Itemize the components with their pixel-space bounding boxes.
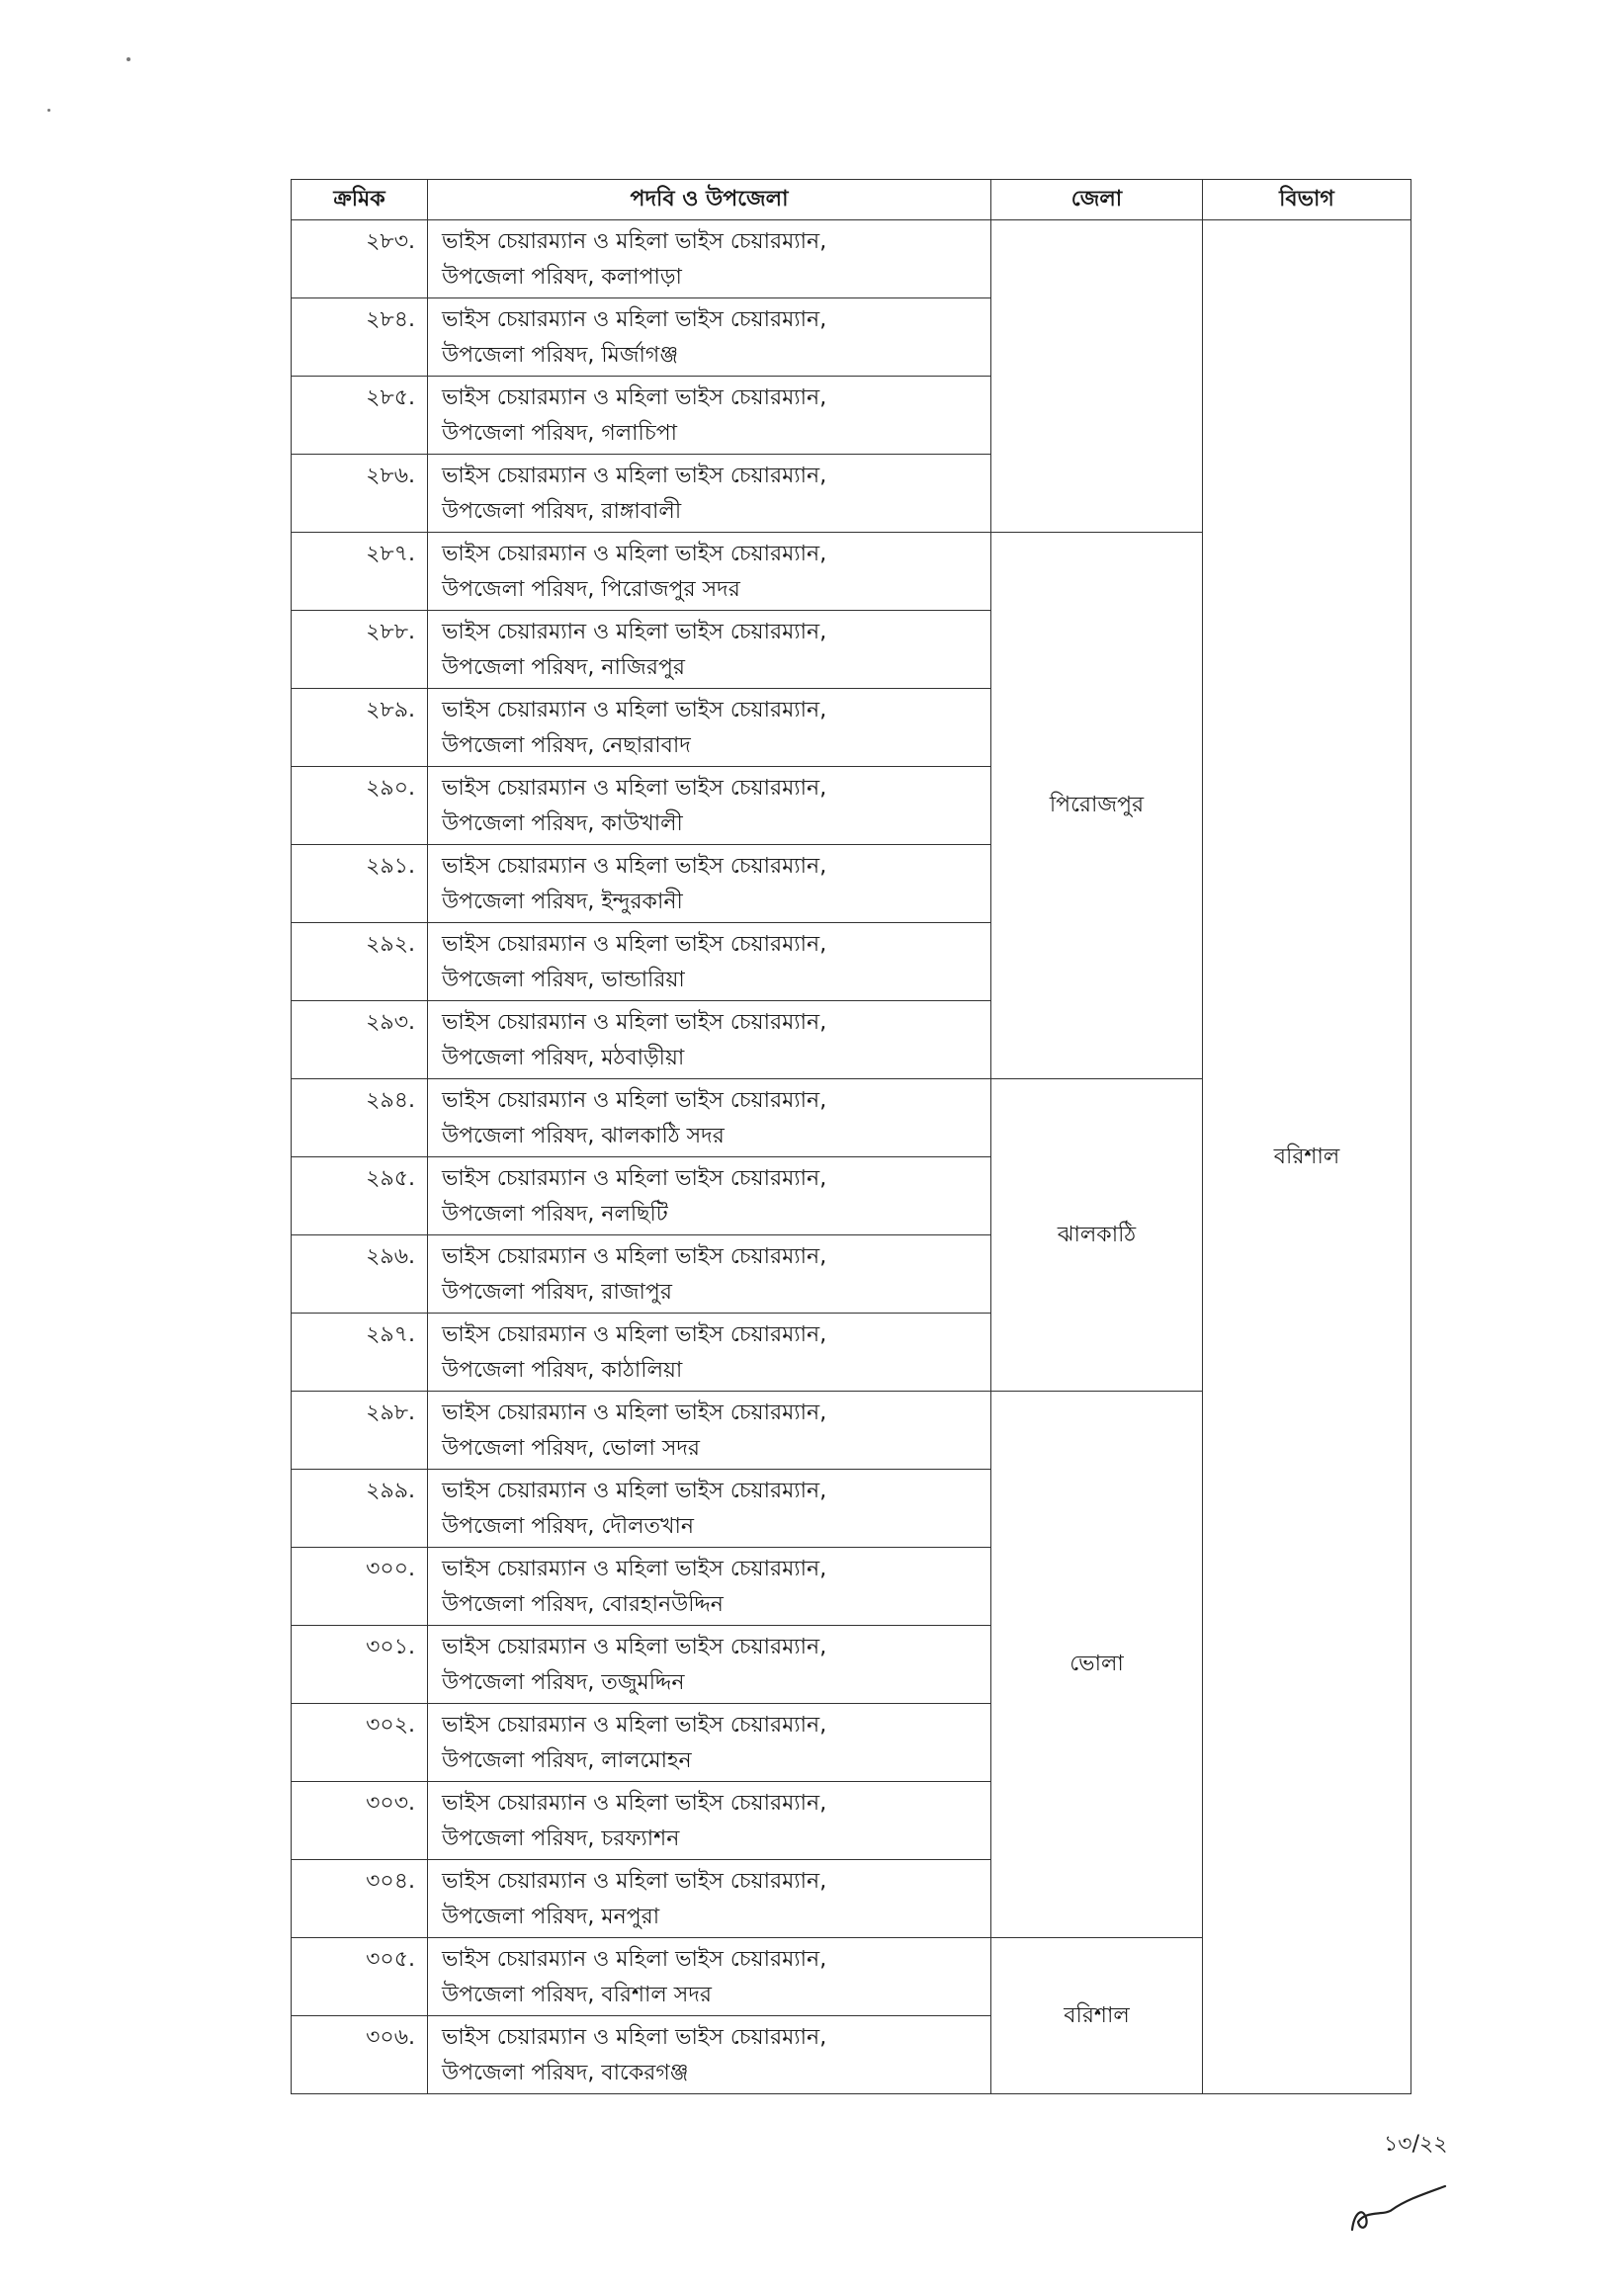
serial-cell: ২৮৮. [292, 611, 428, 689]
district-cell: ভোলা [991, 1392, 1203, 1938]
post-line: ভাইস চেয়ারম্যান ও মহিলা ভাইস চেয়ারম্যান, [442, 1479, 827, 1503]
post-line: ভাইস চেয়ারম্যান ও মহিলা ভাইস চেয়ারম্যান, [442, 1947, 827, 1972]
post-cell [428, 455, 991, 533]
upazila-line: উপজেলা পরিষদ, মঠবাড়ীয়া [442, 1046, 685, 1070]
serial-cell: ২৯৯. [292, 1470, 428, 1548]
upazila-line: উপজেলা পরিষদ, দৌলতখান [442, 1514, 694, 1539]
upazila-line: উপজেলা পরিষদ, নলছিটি [442, 1202, 668, 1227]
upazila-line: উপজেলা পরিষদ, বাকেরগঞ্জ [442, 2061, 689, 2085]
post-cell [428, 377, 991, 455]
post-cell [428, 298, 991, 377]
serial-cell: ৩০২. [292, 1704, 428, 1782]
post-line: ভাইস চেয়ারম্যান ও মহিলা ভাইস চেয়ারম্যান, [442, 1088, 827, 1113]
scan-speck [127, 57, 130, 61]
table-header-row [292, 180, 1411, 220]
serial-cell: ২৯৩. [292, 1001, 428, 1079]
post-line: ভাইস চেয়ারম্যান ও মহিলা ভাইস চেয়ারম্যান, [442, 1557, 827, 1581]
upazila-line: উপজেলা পরিষদ, ইন্দুরকানী [442, 890, 683, 914]
serial-cell: ২৯৪. [292, 1079, 428, 1157]
division-cell: বরিশাল [1203, 220, 1411, 2094]
post-cell [428, 1157, 991, 1235]
post-line: ভাইস চেয়ারম্যান ও মহিলা ভাইস চেয়ারম্যান, [442, 620, 827, 644]
district-cell: পিরোজপুর [991, 533, 1203, 1079]
post-line: ভাইস চেয়ারম্যান ও মহিলা ভাইস চেয়ারম্যান, [442, 1322, 827, 1347]
post-cell [428, 1235, 991, 1314]
post-line: ভাইস চেয়ারম্যান ও মহিলা ভাইস চেয়ারম্যান, [442, 464, 827, 488]
serial-cell: ২৮৪. [292, 298, 428, 377]
upazila-line: উপজেলা পরিষদ, কাউখালী [442, 811, 683, 836]
upazila-line: উপজেলা পরিষদ, নেছারাবাদ [442, 733, 691, 758]
post-cell [428, 1860, 991, 1938]
serial-cell: ২৯০. [292, 767, 428, 845]
serial-cell: ২৯২. [292, 923, 428, 1001]
header-serial: ক্রমিক [292, 180, 428, 220]
upazila-line: উপজেলা পরিষদ, চরফ্যাশন [442, 1826, 680, 1851]
post-cell [428, 1938, 991, 2016]
district-cell: ঝালকাঠি [991, 1079, 1203, 1392]
upazila-line: উপজেলা পরিষদ, লালমোহন [442, 1748, 692, 1773]
serial-cell: ২৯১. [292, 845, 428, 923]
signature [1344, 2170, 1453, 2244]
post-cell [428, 1704, 991, 1782]
header-district: জেলা [991, 180, 1203, 220]
header-post-upazila: পদবি ও উপজেলা [428, 180, 991, 220]
post-line: ভাইস চেয়ারম্যান ও মহিলা ভাইস চেয়ারম্যান, [442, 385, 827, 410]
serial-cell: ২৮৬. [292, 455, 428, 533]
post-cell [428, 1314, 991, 1392]
serial-cell: ৩০৫. [292, 1938, 428, 2016]
post-line: ভাইস চেয়ারম্যান ও মহিলা ভাইস চেয়ারম্যান, [442, 698, 827, 722]
post-line: ভাইস চেয়ারম্যান ও মহিলা ভাইস চেয়ারম্যান, [442, 932, 827, 957]
table-row [292, 220, 1411, 298]
serial-cell: ২৯৫. [292, 1157, 428, 1235]
post-cell [428, 1079, 991, 1157]
page-number: ১৩/২২ [1384, 2132, 1448, 2157]
serial-cell: ৩০১. [292, 1626, 428, 1704]
post-cell [428, 923, 991, 1001]
post-line: ভাইস চেয়ারম্যান ও মহিলা ভাইস চেয়ারম্যান, [442, 2025, 827, 2050]
serial-cell: ৩০৬. [292, 2016, 428, 2094]
post-line: ভাইস চেয়ারম্যান ও মহিলা ভাইস চেয়ারম্যান, [442, 542, 827, 566]
upazila-vice-chairman-table [291, 179, 1411, 2094]
upazila-line: উপজেলা পরিষদ, ভোলা সদর [442, 1436, 701, 1461]
post-line: ভাইস চেয়ারম্যান ও মহিলা ভাইস চেয়ারম্যান, [442, 854, 827, 879]
serial-cell: ৩০৩. [292, 1782, 428, 1860]
serial-cell: ২৯৮. [292, 1392, 428, 1470]
post-cell [428, 845, 991, 923]
district-cell: বরিশাল [991, 1938, 1203, 2094]
serial-cell: ২৮৭. [292, 533, 428, 611]
post-cell [428, 220, 991, 298]
header-division: বিভাগ [1203, 180, 1411, 220]
post-cell [428, 611, 991, 689]
upazila-line: উপজেলা পরিষদ, পিরোজপুর সদর [442, 577, 740, 602]
upazila-line: উপজেলা পরিষদ, ঝালকাঠি সদর [442, 1124, 725, 1148]
post-cell [428, 767, 991, 845]
district-cell-empty [991, 220, 1203, 533]
upazila-line: উপজেলা পরিষদ, রাজাপুর [442, 1280, 672, 1305]
post-line: ভাইস চেয়ারম্যান ও মহিলা ভাইস চেয়ারম্যান, [442, 1869, 827, 1894]
serial-cell: ২৮৫. [292, 377, 428, 455]
post-line: ভাইস চেয়ারম্যান ও মহিলা ভাইস চেয়ারম্যান, [442, 1166, 827, 1191]
scan-speck [47, 109, 50, 112]
post-line: ভাইস চেয়ারম্যান ও মহিলা ভাইস চেয়ারম্যান, [442, 776, 827, 801]
upazila-line: উপজেলা পরিষদ, বোরহানউদ্দিন [442, 1592, 724, 1617]
post-line: ভাইস চেয়ারম্যান ও মহিলা ভাইস চেয়ারম্যান, [442, 229, 827, 254]
upazila-line: উপজেলা পরিষদ, মির্জাগঞ্জ [442, 343, 679, 368]
post-cell [428, 1392, 991, 1470]
upazila-line: উপজেলা পরিষদ, কলাপাড়া [442, 265, 682, 290]
post-line: ভাইস চেয়ারম্যান ও মহিলা ভাইস চেয়ারম্যান, [442, 1010, 827, 1035]
post-line: ভাইস চেয়ারম্যান ও মহিলা ভাইস চেয়ারম্যান, [442, 1713, 827, 1738]
upazila-line: উপজেলা পরিষদ, বরিশাল সদর [442, 1983, 712, 2007]
post-line: ভাইস চেয়ারম্যান ও মহিলা ভাইস চেয়ারম্যান, [442, 1244, 827, 1269]
serial-cell: ২৮৯. [292, 689, 428, 767]
serial-cell: ২৯৭. [292, 1314, 428, 1392]
post-cell [428, 1782, 991, 1860]
serial-cell: ২৯৬. [292, 1235, 428, 1314]
serial-cell: ২৮৩. [292, 220, 428, 298]
serial-cell: ৩০৪. [292, 1860, 428, 1938]
post-line: ভাইস চেয়ারম্যান ও মহিলা ভাইস চেয়ারম্যান, [442, 1791, 827, 1816]
post-cell [428, 1548, 991, 1626]
post-cell [428, 2016, 991, 2094]
post-line: ভাইস চেয়ারম্যান ও মহিলা ভাইস চেয়ারম্যান, [442, 307, 827, 332]
upazila-line: উপজেলা পরিষদ, মনপুরা [442, 1905, 660, 1929]
upazila-line: উপজেলা পরিষদ, গলাচিপা [442, 421, 678, 446]
post-cell [428, 533, 991, 611]
post-line: ভাইস চেয়ারম্যান ও মহিলা ভাইস চেয়ারম্যান, [442, 1400, 827, 1425]
post-line: ভাইস চেয়ারম্যান ও মহিলা ভাইস চেয়ারম্যান, [442, 1635, 827, 1659]
post-cell [428, 1626, 991, 1704]
upazila-line: উপজেলা পরিষদ, নাজিরপুর [442, 655, 685, 680]
post-cell [428, 1470, 991, 1548]
upazila-line: উপজেলা পরিষদ, তজুমদ্দিন [442, 1670, 685, 1695]
upazila-line: উপজেলা পরিষদ, ভান্ডারিয়া [442, 968, 685, 992]
post-cell [428, 1001, 991, 1079]
upazila-line: উপজেলা পরিষদ, রাঙ্গাবালী [442, 499, 682, 524]
serial-cell: ৩০০. [292, 1548, 428, 1626]
upazila-line: উপজেলা পরিষদ, কাঠালিয়া [442, 1358, 683, 1383]
post-cell [428, 689, 991, 767]
